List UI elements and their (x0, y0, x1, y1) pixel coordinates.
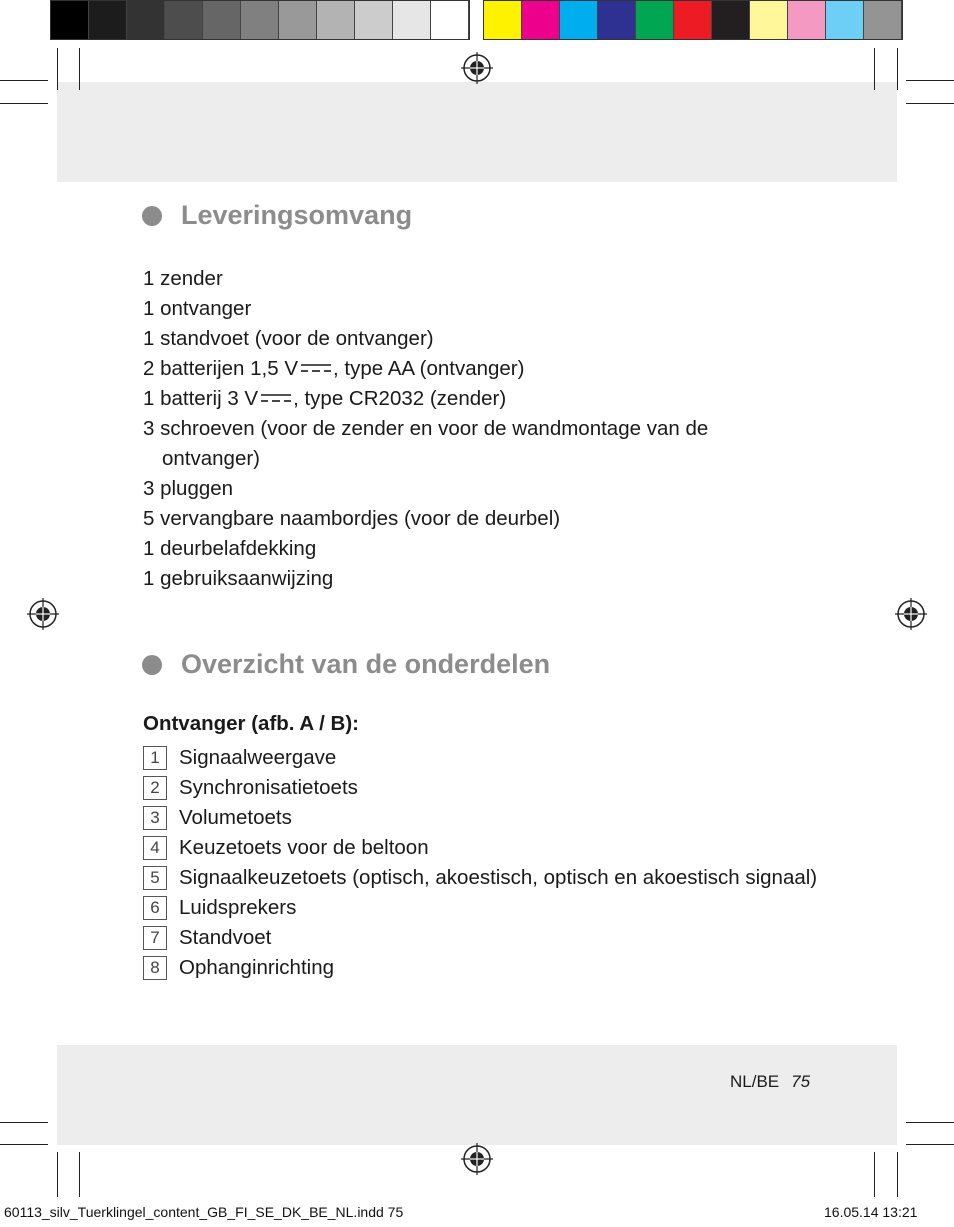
part-item (143, 863, 817, 893)
color-swatch (165, 1, 203, 39)
item-text-post: , type AA (ontvanger) (333, 357, 525, 380)
bullet-icon (142, 206, 162, 226)
part-item (143, 803, 817, 833)
part-number-box: 3 (143, 806, 167, 830)
slug-date: 16.05.14 13:21 (824, 1204, 918, 1220)
delivery-list (143, 264, 708, 594)
color-swatch (674, 1, 712, 39)
part-label: Volumetoets (179, 806, 292, 829)
item-text: 3 pluggen (143, 477, 234, 500)
dc-current-icon (261, 393, 291, 403)
color-swatch (279, 1, 317, 39)
item-text: 5 vervangbare naambordjes (voor de deurbel) (143, 507, 561, 530)
color-swatch (484, 1, 522, 39)
part-item (143, 773, 817, 803)
list-item (143, 474, 708, 504)
list-item (143, 294, 708, 324)
part-number-box: 2 (143, 776, 167, 800)
list-item (143, 264, 708, 294)
heading-text: Leveringsomvang (181, 200, 413, 230)
list-item (143, 354, 708, 384)
section-heading-parts (142, 649, 550, 680)
list-item (143, 564, 708, 594)
item-text-pre: 1 batterij 3 V (143, 387, 259, 410)
footer-band (57, 1045, 897, 1145)
color-swatch (522, 1, 560, 39)
item-text: 3 schroeven (voor de zender en voor de wandmontage van de (143, 417, 709, 440)
heading-text: Overzicht van de onderdelen (181, 649, 551, 679)
color-swatch (864, 1, 902, 39)
registration-mark-icon (895, 598, 927, 630)
item-text: 1 standvoet (voor de ontvanger) (143, 327, 434, 350)
part-number-box: 1 (143, 746, 167, 770)
list-item (143, 444, 708, 474)
part-number-box: 7 (143, 926, 167, 950)
color-swatch (826, 1, 864, 39)
process-color-bar (483, 0, 903, 40)
list-item (143, 324, 708, 354)
section-heading-delivery (142, 200, 412, 231)
dc-current-icon (301, 363, 331, 373)
color-swatch (241, 1, 279, 39)
list-item (143, 414, 708, 444)
color-swatch (598, 1, 636, 39)
color-swatch (560, 1, 598, 39)
color-swatch (203, 1, 241, 39)
color-swatch (127, 1, 165, 39)
part-number-box: 4 (143, 836, 167, 860)
part-label: Keuzetoets voor de beltoon (179, 836, 429, 859)
color-swatch (89, 1, 127, 39)
item-text: 1 ontvanger (143, 297, 252, 320)
color-swatch (317, 1, 355, 39)
item-text: 1 deurbelafdekking (143, 537, 317, 560)
registration-mark-icon (27, 598, 59, 630)
color-swatch (636, 1, 674, 39)
page-number-value: 75 (791, 1072, 811, 1091)
part-item (143, 743, 817, 773)
part-label: Signaalweergave (179, 746, 337, 769)
part-item (143, 833, 817, 863)
parts-list (143, 743, 817, 983)
color-swatch (393, 1, 431, 39)
part-item (143, 923, 817, 953)
header-band (57, 82, 897, 182)
part-label: Synchronisatietoets (179, 776, 358, 799)
part-number-box: 6 (143, 896, 167, 920)
bullet-icon (142, 655, 162, 675)
item-text-pre: 2 batterijen 1,5 V (143, 357, 298, 380)
item-text: ontvanger) (162, 447, 261, 470)
locale-label: NL/BE (730, 1072, 780, 1091)
list-item (143, 504, 708, 534)
color-swatch (51, 1, 89, 39)
registration-mark-icon (461, 52, 493, 84)
part-item (143, 893, 817, 923)
gray-color-bar (50, 0, 470, 40)
registration-mark-icon (461, 1143, 493, 1175)
receiver-title: Ontvanger (afb. A / B): (143, 712, 360, 735)
slug-filename: 60113_silv_Tuerklingel_content_GB_FI_SE_DK_BE_NL.indd 75 (4, 1204, 404, 1220)
color-swatch (355, 1, 393, 39)
part-number-box: 5 (143, 866, 167, 890)
part-label: Ophanginrichting (179, 956, 334, 979)
item-text: 1 gebruiksaanwijzing (143, 567, 334, 590)
part-label: Standvoet (179, 926, 272, 949)
color-swatch (750, 1, 788, 39)
part-label: Signaalkeuzetoets (optisch, akoestisch, optisch en akoestisch signaal) (179, 866, 818, 889)
part-number-box: 8 (143, 956, 167, 980)
color-swatch (431, 1, 469, 39)
list-item (143, 384, 708, 414)
part-label: Luidsprekers (179, 896, 297, 919)
list-item (143, 534, 708, 564)
color-swatch (788, 1, 826, 39)
color-swatch (712, 1, 750, 39)
item-text: 1 zender (143, 267, 223, 290)
item-text-post: , type CR2032 (zender) (293, 387, 507, 410)
part-item (143, 953, 817, 983)
page-number (730, 1072, 810, 1092)
